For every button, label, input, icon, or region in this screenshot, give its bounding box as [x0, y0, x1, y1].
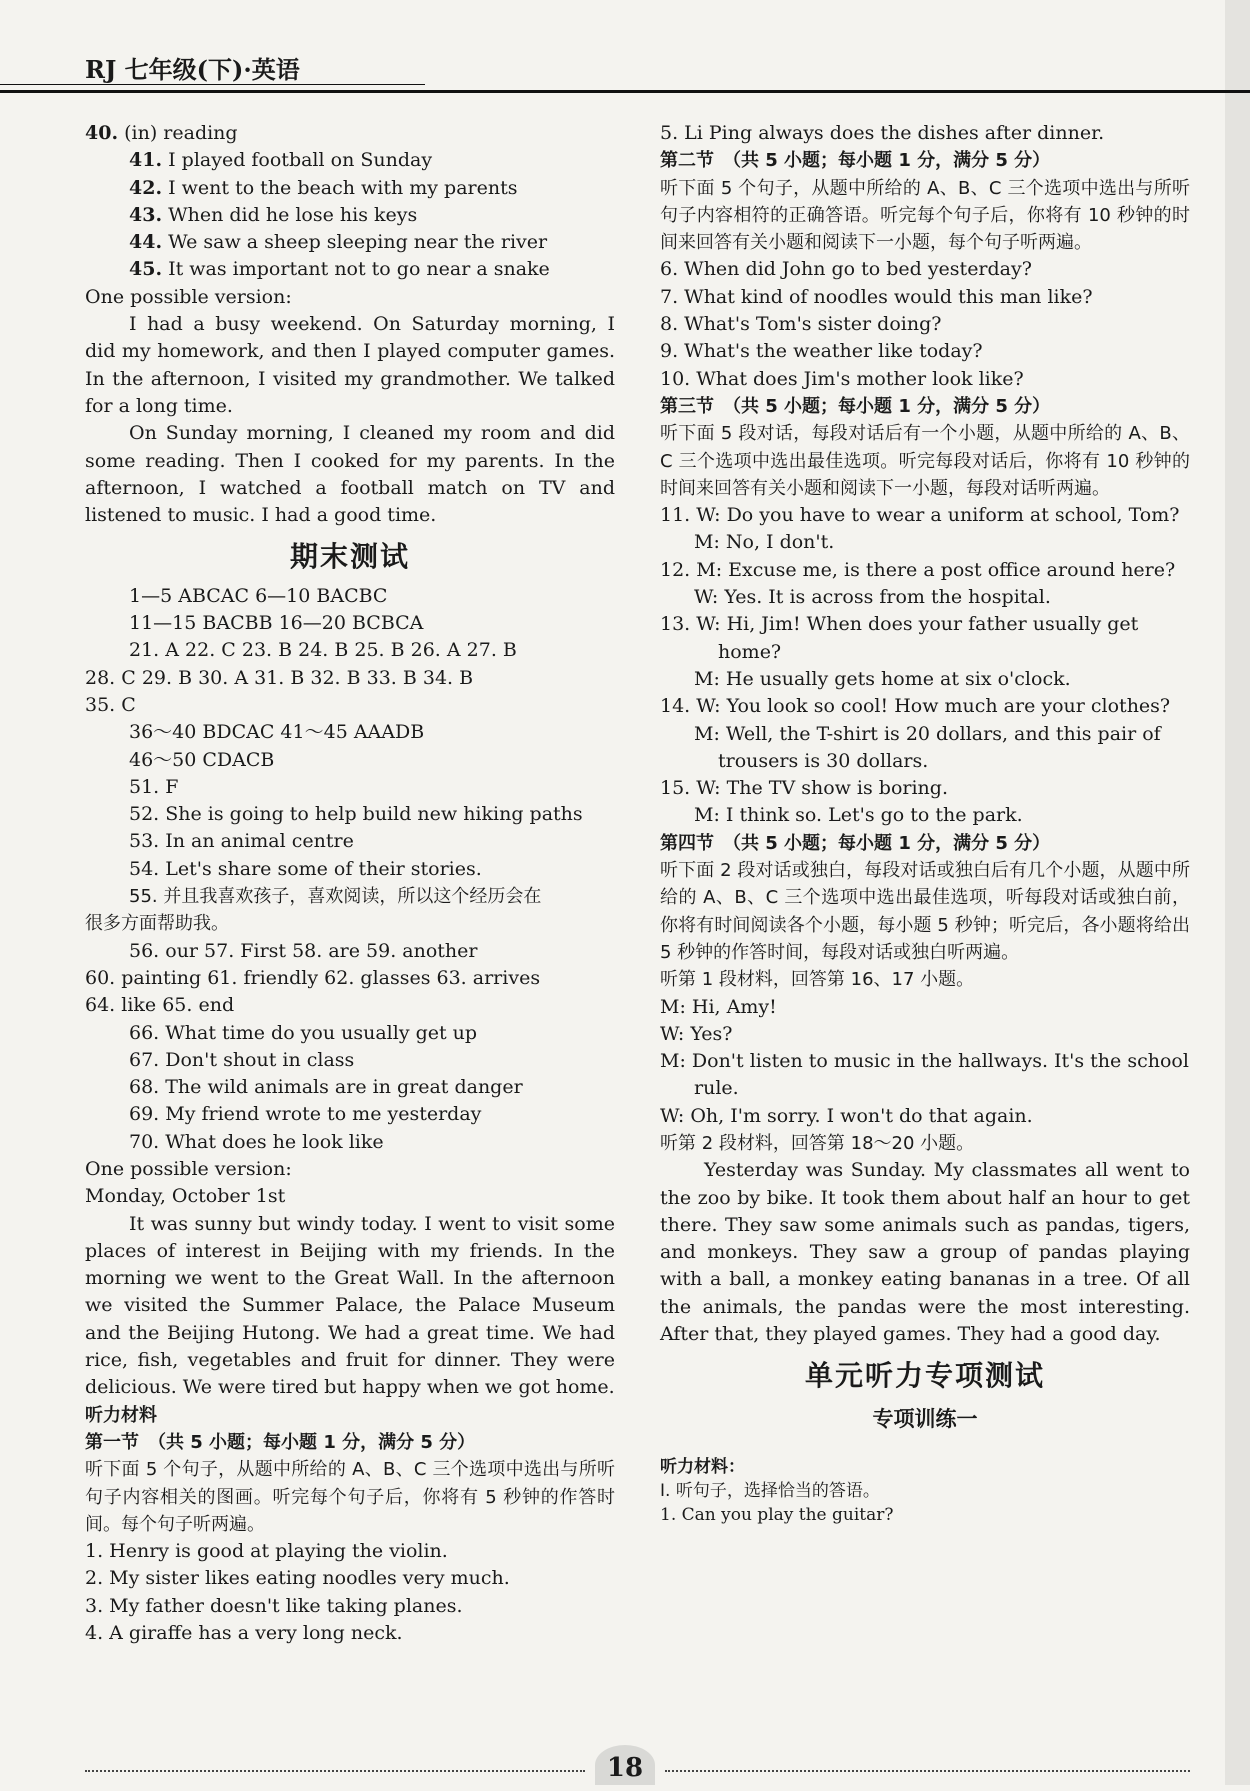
- listening-item: 10. What does Jim's mother look like?: [660, 367, 1024, 390]
- section1-title: 第一节 （共 5 小题；每小题 1 分，满分 5 分）: [85, 1431, 476, 1453]
- answer-line: 70. What does he look like: [129, 1130, 384, 1153]
- answer-text: We saw a sheep sleeping near the river: [168, 231, 548, 254]
- answer-text: When did he lose his keys: [168, 203, 418, 226]
- answer-line: 1—5 ABCAC 6—10 BACBC: [129, 584, 388, 607]
- answer-line: 51. F: [129, 775, 179, 798]
- answer-number: 44.: [129, 231, 163, 254]
- answer-line: 53. In an animal centre: [129, 830, 354, 853]
- answer-number: 45.: [129, 258, 163, 281]
- page-header: RJ 七年级(下)·英语: [85, 55, 300, 84]
- answer-text: I went to the beach with my parents: [168, 176, 518, 199]
- listening-label: 听力材料: [85, 1404, 157, 1426]
- listening-item: 4. A giraffe has a very long neck.: [85, 1622, 403, 1645]
- listening-item: 9. What's the weather like today?: [660, 340, 983, 363]
- section-title: 期末测试: [289, 540, 410, 574]
- version-label: One possible version:: [85, 1157, 292, 1180]
- answer-text: (in) reading: [124, 122, 238, 144]
- material2-paragraph: Yesterday was Sunday. My classmates all went to the zoo by bike. It took them about half an hour to get there. They saw some animals such as pandas, tigers, and monkeys. They saw a group of pandas playing with a ball, a monkey eating bananas in a tree. Of all the animals, the pandas were the most interesting. After that, they played games. They had a good day.: [660, 1159, 1190, 1346]
- answer-line: 66. What time do you usually get up: [129, 1021, 478, 1044]
- dialog-line: 11. W: Do you have to wear a uniform at school, Tom?: [660, 504, 1180, 527]
- essay-paragraph: On Sunday morning, I cleaned my room and did some reading. Then I cooked for my parents. In the afternoon, I watched a football match on TV and listened to music. I had a good time.: [85, 422, 615, 527]
- listening-item: 2. My sister likes eating noodles very much.: [85, 1567, 510, 1590]
- dialog-line: W: Oh, I'm sorry. I won't do that again.: [660, 1104, 1033, 1127]
- unit-part-label: Ⅰ. 听句子，选择恰当的答语。: [660, 1480, 880, 1501]
- dialog-line: 14. W: You look so cool! How much are your clothes?: [660, 695, 1171, 718]
- answer-number: 41.: [129, 149, 163, 172]
- answer-line: 56. our 57. First 58. are 59. another: [129, 939, 478, 962]
- dialog-line: W: Yes?: [660, 1022, 733, 1045]
- dialog-line: M: Well, the T-shirt is 20 dollars, and this pair of: [694, 722, 1161, 745]
- answer-line: 11—15 BACBB 16—20 BCBCA: [129, 612, 424, 635]
- dialog-line: M: Don't listen to music in the hallways. It's the school: [660, 1050, 1189, 1073]
- unit-item: 1. Can you play the guitar?: [660, 1504, 894, 1525]
- answer-line: 67. Don't shout in class: [129, 1048, 355, 1071]
- listening-item: 8. What's Tom's sister doing?: [660, 313, 942, 336]
- dialog-line: M: He usually gets home at six o'clock.: [694, 667, 1071, 690]
- answer-item: [85, 147, 615, 174]
- answer-line: 21. A 22. C 23. B 24. B 25. B 26. A 27. B: [129, 639, 517, 662]
- section2-instructions: 听下面 5 个句子，从题中所给的 A、B、C 三个选项中选出与所听句子内容相符的正确答语。听完每个句子后，你将有 10 秒钟的时间来回答有关小题和阅读下一小题，每个句子听两遍。: [660, 177, 1190, 254]
- listening-item: 1. Henry is good at playing the violin.: [85, 1540, 448, 1563]
- essay-paragraph: I had a busy weekend. On Saturday morning, I did my homework, and then I played computer games. In the afternoon, I visited my grandmother. We talked for a long time.: [85, 313, 615, 417]
- unit-title: 单元听力专项测试: [804, 1359, 1045, 1393]
- answer-line: 36～40 BDCAC 41～45 AAADB: [129, 721, 425, 744]
- footer-dots-right: [665, 1770, 1190, 1772]
- section3-title: 第三节 （共 5 小题；每小题 1 分，满分 5 分）: [660, 395, 1051, 417]
- footer-dots-left: [85, 1770, 585, 1772]
- section1-instructions: 听下面 5 个句子，从题中所给的 A、B、C 三个选项中选出与所听句子内容相关的图画。听完每个句子后，你将有 5 秒钟的作答时间。每个句子听两遍。: [85, 1459, 615, 1535]
- answer-line: 35. C: [85, 693, 136, 716]
- unit-listening-label: 听力材料：: [660, 1456, 745, 1477]
- essay-date: Monday, October 1st: [85, 1185, 286, 1208]
- answer-55: 55. 并且我喜欢孩子，喜欢阅读，所以这个经历会在: [129, 886, 542, 908]
- answer-line: 60. painting 61. friendly 62. glasses 63. arrives: [85, 966, 541, 989]
- unit-subtitle: 专项训练一: [872, 1406, 978, 1431]
- listening-item: 3. My father doesn't like taking planes.: [85, 1594, 463, 1617]
- answer-item: [85, 175, 615, 202]
- answer-number: 42.: [129, 176, 163, 199]
- header-underline: [0, 84, 425, 85]
- right-column: [660, 120, 1190, 1527]
- page-number: 18: [595, 1745, 655, 1785]
- answer-number: 40.: [85, 122, 119, 144]
- material1-label: 听第 1 段材料，回答第 16、17 小题。: [660, 969, 975, 991]
- section4-instructions: 听下面 2 段对话或独白，每段对话或独白后有几个小题，从题中所给的 A、B、C 三个选项中选出最佳选项，听每段对话或独白前，你将有时间阅读各个小题，每小题 5 秒钟；听完后，各小题将给出 5 秒钟的作答时间，每段对话或独白听两遍。: [660, 860, 1190, 963]
- listening-item: 5. Li Ping always does the dishes after dinner.: [660, 122, 1105, 144]
- section3-instructions: 听下面 5 段对话，每段对话后有一个小题，从题中所给的 A、B、C 三个选项中选出最佳选项。听完每段对话后，你将有 10 秒钟的时间来回答有关小题和阅读下一小题，每段对话听两遍。: [660, 423, 1190, 499]
- answer-item: [85, 256, 615, 283]
- answer-text: It was important not to go near a snake: [168, 258, 550, 281]
- answer-line: 54. Let's share some of their stories.: [129, 857, 482, 880]
- page-edge-shadow: [1225, 0, 1250, 1785]
- answer-item: [85, 202, 615, 229]
- answer-line: 52. She is going to help build new hiking paths: [129, 803, 583, 826]
- dialog-line: 15. W: The TV show is boring.: [660, 777, 948, 800]
- header-rule: [0, 90, 1250, 93]
- dialog-line: 12. M: Excuse me, is there a post office around here?: [660, 558, 1176, 581]
- answer-line: 69. My friend wrote to me yesterday: [129, 1103, 482, 1126]
- dialog-line: rule.: [694, 1077, 739, 1100]
- answer-text: I played football on Sunday: [168, 149, 433, 172]
- listening-item: 6. When did John go to bed yesterday?: [660, 258, 1032, 281]
- answer-55-cont: 很多方面帮助我。: [85, 913, 229, 935]
- answer-item: [85, 229, 615, 256]
- answer-item: [85, 120, 615, 147]
- answer-line: 68. The wild animals are in great danger: [129, 1076, 523, 1099]
- answer-line: 64. like 65. end: [85, 994, 235, 1017]
- dialog-line: M: Hi, Amy!: [660, 995, 777, 1018]
- dialog-line: M: No, I don't.: [694, 531, 835, 554]
- dialog-line: home?: [718, 640, 782, 663]
- answer-line: 28. C 29. B 30. A 31. B 32. B 33. B 34. B: [85, 666, 474, 689]
- dialog-line: W: Yes. It is across from the hospital.: [694, 586, 1051, 609]
- dialog-line: trousers is 30 dollars.: [718, 749, 929, 772]
- section2-title: 第二节 （共 5 小题；每小题 1 分，满分 5 分）: [660, 150, 1051, 172]
- listening-item: 7. What kind of noodles would this man like?: [660, 285, 1093, 308]
- essay-paragraph: It was sunny but windy today. I went to visit some places of interest in Beijing with my friends. In the morning we went to the Great Wall. In the afternoon we visited the Summer Palace, the Palace Museum and the Beijing Hutong. We had a great time. We had rice, fish, vegetables and fruit for dinner. They were delicious. We were tired but happy when we got home.: [85, 1212, 615, 1399]
- dialog-line: M: I think so. Let's go to the park.: [694, 804, 1023, 827]
- material2-label: 听第 2 段材料，回答第 18～20 小题。: [660, 1132, 975, 1154]
- answer-line: 46～50 CDACB: [129, 748, 275, 771]
- version-label: One possible version:: [85, 285, 292, 308]
- answer-number: 43.: [129, 203, 163, 226]
- left-column: [85, 120, 615, 1647]
- dialog-line: 13. W: Hi, Jim! When does your father usually get: [660, 613, 1139, 636]
- section4-title: 第四节 （共 5 小题；每小题 1 分，满分 5 分）: [660, 832, 1051, 854]
